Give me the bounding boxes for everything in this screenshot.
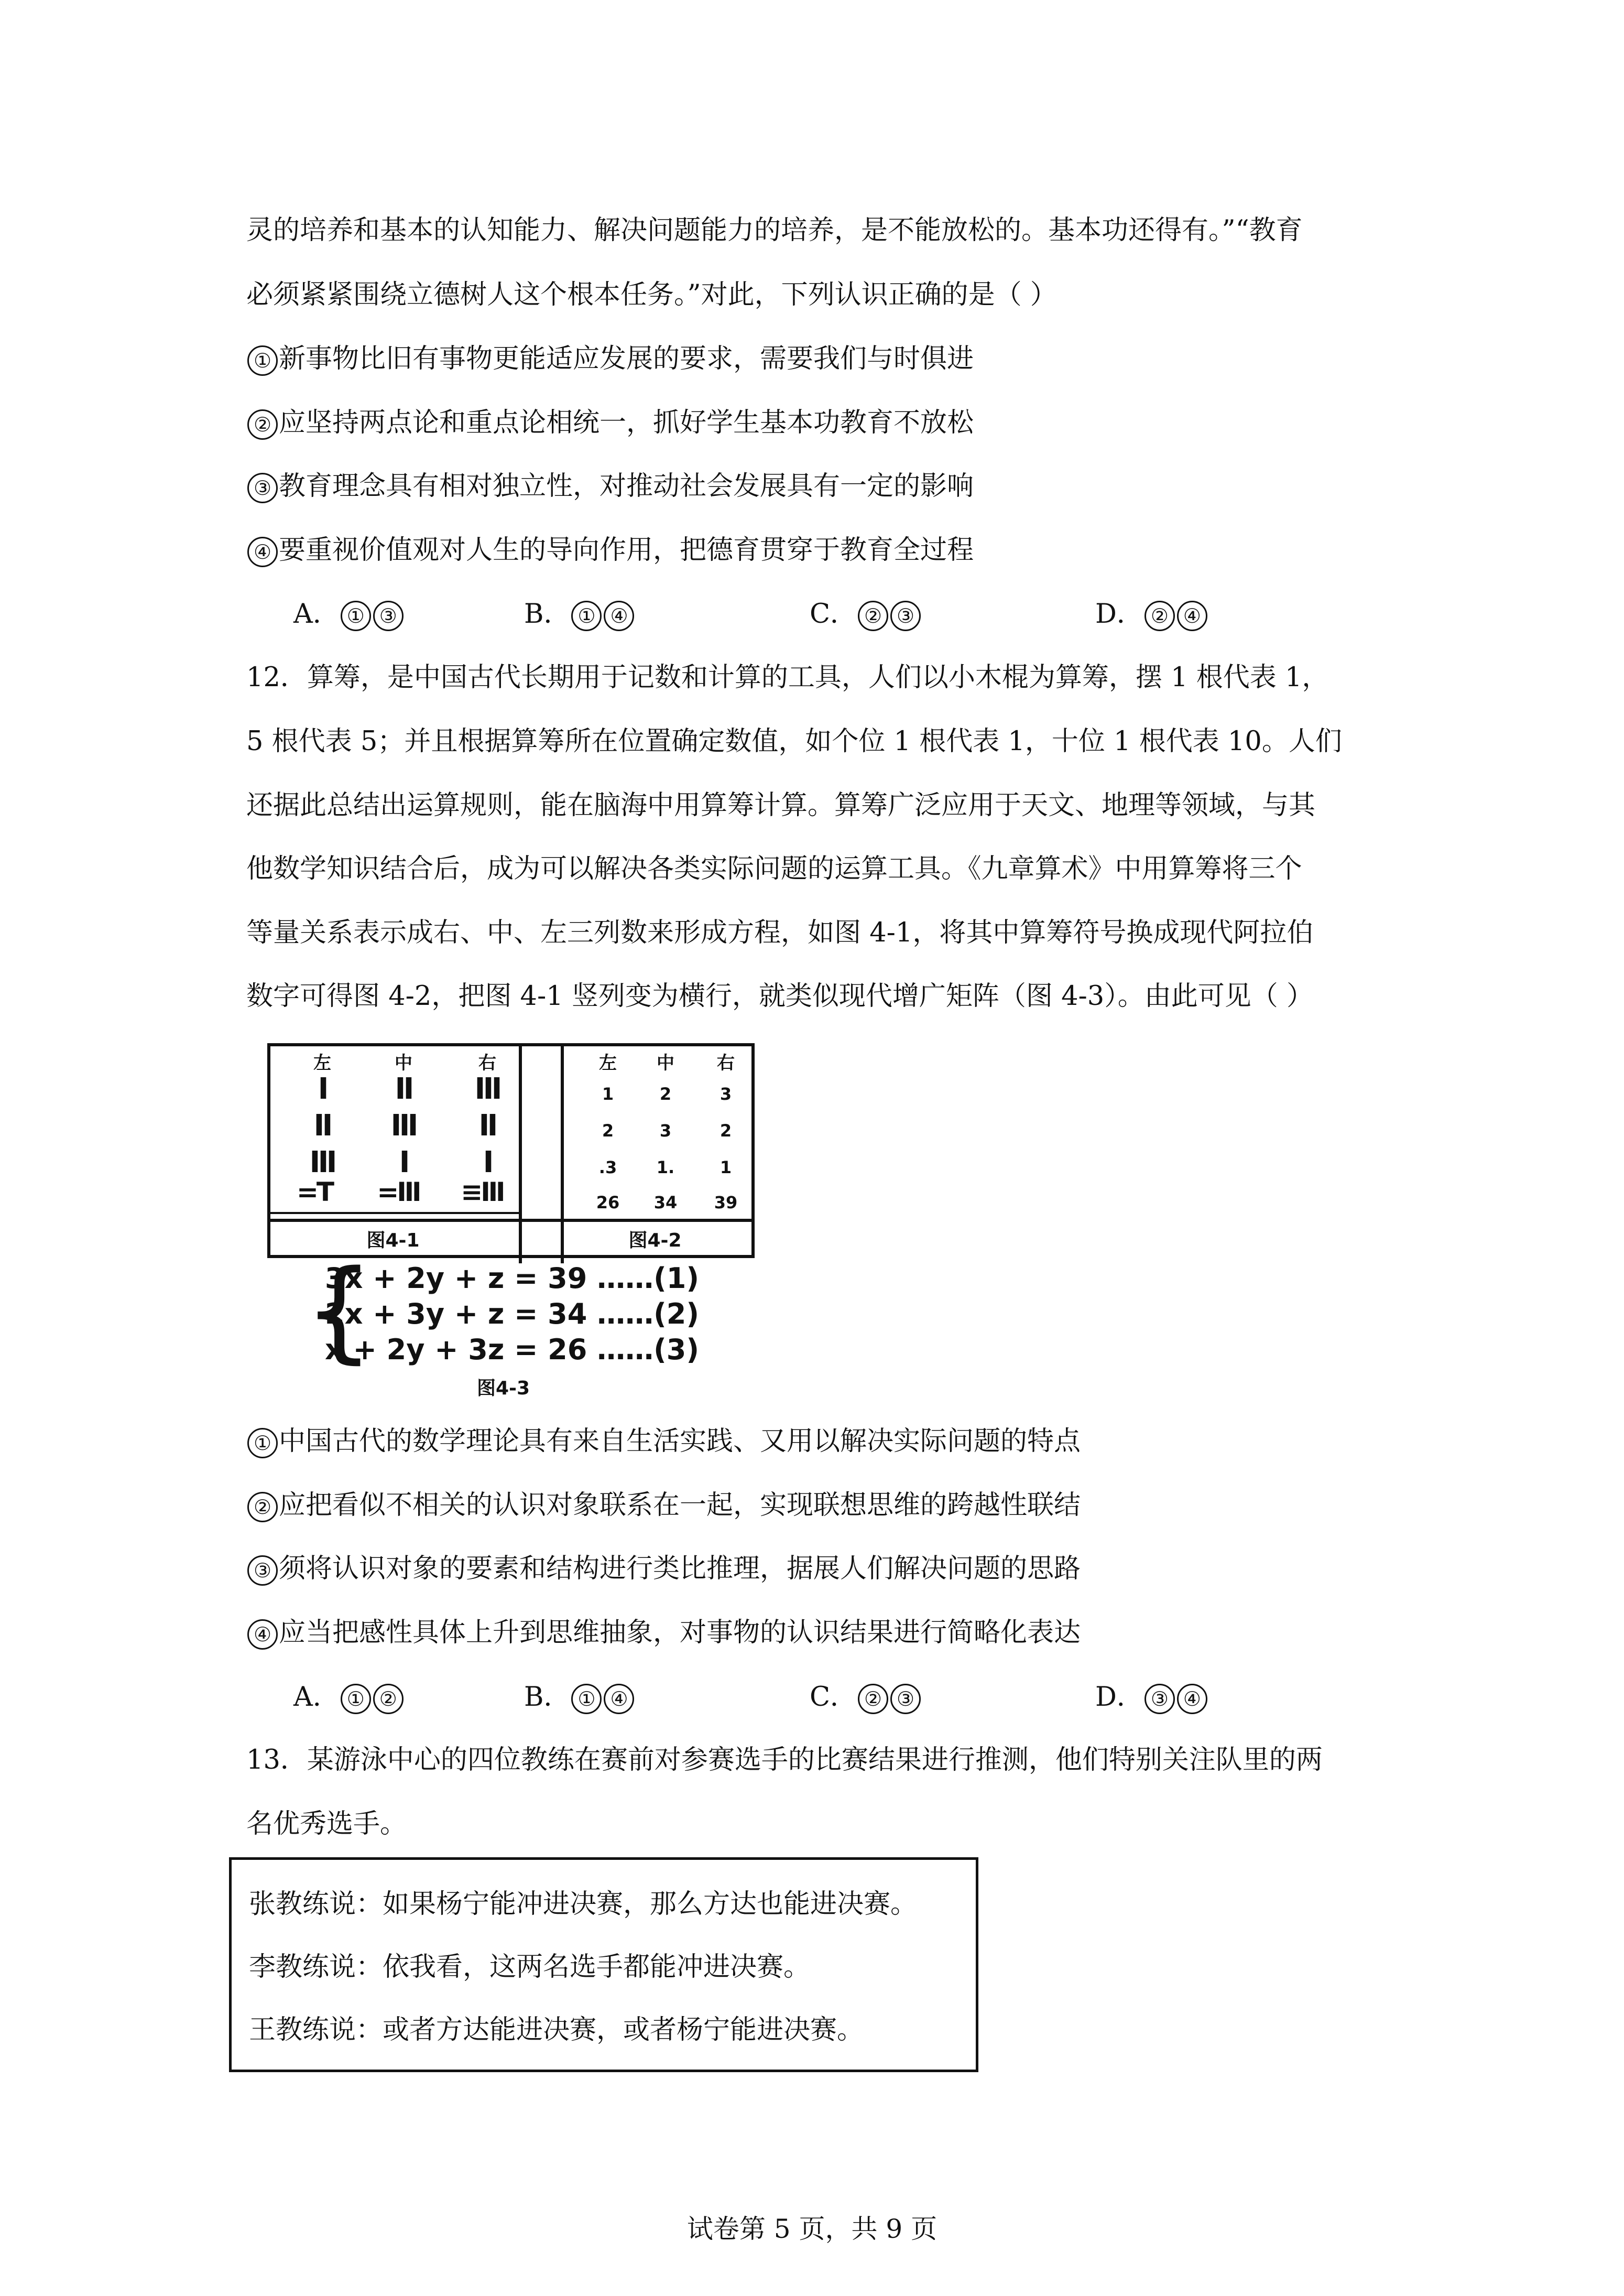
- statement-text: 须将认识对象的要素和结构进行类比推理，据展人们解决问题的思路: [279, 1553, 1081, 1584]
- option-a[interactable]: [293, 1679, 405, 1716]
- option-marker: ①: [571, 601, 602, 631]
- q11-statement-4: [246, 532, 974, 569]
- option-b[interactable]: [524, 596, 635, 633]
- option-marker: ③: [1145, 1684, 1175, 1714]
- option-marker: ③: [890, 601, 921, 631]
- option-marker: ③: [373, 601, 404, 631]
- statement-marker: ②: [247, 409, 278, 440]
- q12-statement-3: [246, 1551, 1081, 1587]
- option-letter: A．: [293, 599, 340, 630]
- q11-statement-2: [246, 405, 974, 441]
- q11-text-line-1: 灵的培养和基本的认知能力、解决问题能力的培养，是不能放松的。基本功还得有。”“教育: [246, 215, 1303, 246]
- option-marker: ④: [1177, 601, 1207, 631]
- coach-statement-li: 李教练说：依我看，这两名选手都能冲进决赛。: [249, 1952, 811, 1983]
- fig41-rod: =Ⅲ: [377, 1177, 420, 1207]
- fig41-rod: Ⅰ: [318, 1072, 327, 1106]
- fig41-rod: Ⅱ: [478, 1109, 496, 1143]
- figure-caption-4-3: 图4-3: [477, 1378, 530, 1399]
- fig42-number: 2: [720, 1121, 732, 1141]
- fig42-number: 39: [714, 1193, 738, 1212]
- coach-statement-wang: 王教练说：或者方达能进决赛，或者杨宁能进决赛。: [249, 2015, 864, 2045]
- option-letter: C．: [810, 599, 857, 630]
- equation-system: [304, 1246, 700, 1399]
- statement-text: 应把看似不相关的认识对象联系在一起，实现联想思维的跨越性联结: [279, 1490, 1081, 1521]
- option-marker: ②: [373, 1684, 404, 1714]
- page-footer: 试卷第 5 页，共 9 页: [686, 2214, 938, 2244]
- statement-text: 教育理念具有相对独立性，对推动社会发展具有一定的影响: [279, 471, 974, 502]
- option-c[interactable]: [810, 1679, 922, 1716]
- q11-statement-3: [246, 468, 974, 505]
- option-letter: D．: [1095, 599, 1143, 630]
- equation-1: 3x + 2y + z = 39 ……(1): [325, 1262, 700, 1295]
- statement-text: 要重视价值观对人生的导向作用，把德育贯穿于教育全过程: [279, 535, 974, 566]
- fig41-rod: Ⅲ: [390, 1109, 417, 1143]
- fig41-rod: Ⅰ: [483, 1145, 492, 1179]
- q12-text-line-4: 他数学知识结合后，成为可以解决各类实际问题的运算工具。《九章算术》中用算筹将三个: [246, 853, 1302, 884]
- fig42-number: 1.: [656, 1157, 675, 1177]
- fig42-header-left: 左: [599, 1053, 617, 1074]
- q12-statement-1: [246, 1423, 1081, 1460]
- option-marker: ④: [1177, 1684, 1207, 1714]
- option-letter: A．: [293, 1682, 340, 1713]
- coach-statement-zhang: 张教练说：如果杨宁能冲进决赛，那么方达也能进决赛。: [249, 1889, 918, 1920]
- statement-text: 新事物比旧有事物更能适应发展的要求，需要我们与时俱进: [279, 343, 974, 374]
- option-a[interactable]: [293, 596, 405, 633]
- counting-rod-figure: [267, 1043, 755, 1263]
- q12-text-line-6: 数字可得图 4-2，把图 4-1 竖列变为横行，就类似现代增广矩阵（图 4-3）。由此可见（ ）: [246, 981, 1313, 1012]
- fig42-number: 34: [653, 1193, 678, 1212]
- option-marker: ①: [341, 1684, 371, 1714]
- q12-text-line-1: 12．算筹，是中国古代长期用于记数和计算的工具，人们以小木棍为算筹，摆 1 根代表 1，: [246, 662, 1329, 693]
- fig42-number: 26: [596, 1193, 620, 1212]
- statement-marker: ③: [247, 473, 278, 503]
- option-marker: ④: [604, 1684, 634, 1714]
- option-marker: ①: [341, 601, 371, 631]
- coach-statements-box: [229, 1857, 978, 2072]
- q11-text-line-2: 必须紧紧围绕立德树人这个根本任务。”对此，下列认识正确的是（ ）: [246, 279, 1057, 310]
- fig41-rod: Ⅲ: [474, 1072, 500, 1106]
- equation-3: x + 2y + 3z = 26 ……(3): [325, 1333, 700, 1366]
- option-letter: D．: [1095, 1682, 1143, 1713]
- figure-caption-4-2: 图4-2: [628, 1230, 682, 1251]
- figure-divider: [561, 1043, 564, 1263]
- statement-text: 应坚持两点论和重点论相统一，抓好学生基本功教育不放松: [279, 407, 974, 438]
- fig42-number: 3: [720, 1084, 732, 1104]
- statement-marker: ①: [247, 1428, 278, 1458]
- q12-text-line-5: 等量关系表示成右、中、左三列数来形成方程，如图 4-1，将其中算筹符号换成现代阿拉伯: [246, 917, 1314, 948]
- option-marker: ②: [858, 601, 888, 631]
- q13-text-line-1: 13．某游泳中心的四位教练在赛前对参赛选手的比赛结果进行推测，他们特别关注队里的两: [246, 1745, 1323, 1775]
- option-marker: ④: [604, 601, 634, 631]
- q12-statement-4: [246, 1615, 1081, 1651]
- fig42-number: 3: [659, 1121, 672, 1141]
- option-marker: ②: [1145, 601, 1175, 631]
- q12-statement-2: [246, 1487, 1081, 1524]
- statement-text: 中国古代的数学理论具有来自生活实践、又用以解决实际问题的特点: [279, 1426, 1081, 1457]
- fig41-rod: ≡Ⅲ: [461, 1177, 504, 1207]
- option-c[interactable]: [810, 596, 922, 633]
- q13-text-line-2: 名优秀选手。: [246, 1808, 407, 1839]
- option-d[interactable]: [1095, 1679, 1208, 1716]
- option-d[interactable]: [1095, 596, 1208, 633]
- fig42-header-mid: 中: [657, 1053, 674, 1074]
- option-letter: B．: [524, 599, 571, 630]
- fig41-rod: Ⅱ: [395, 1072, 412, 1106]
- fig42-number: 1: [720, 1157, 732, 1177]
- fig41-rod: Ⅱ: [313, 1109, 331, 1143]
- figure-divider: [519, 1043, 522, 1263]
- option-marker: ①: [571, 1684, 602, 1714]
- statement-marker: ②: [247, 1492, 278, 1522]
- equation-2: 2x + 3y + z = 34 ……(2): [325, 1297, 700, 1330]
- option-marker: ②: [858, 1684, 888, 1714]
- fig41-rod: Ⅰ: [399, 1145, 408, 1179]
- option-letter: B．: [524, 1682, 571, 1713]
- statement-marker: ④: [247, 537, 278, 567]
- fig41-header-left: 左: [313, 1053, 331, 1074]
- option-b[interactable]: [524, 1679, 635, 1716]
- statement-text: 应当把感性具体上升到思维抽象，对事物的认识结果进行简略化表达: [279, 1617, 1081, 1648]
- q11-statement-1: [246, 341, 974, 377]
- fig42-number: 1: [602, 1084, 614, 1104]
- fig42-number: 2: [659, 1084, 672, 1104]
- fig42-number: 2: [602, 1121, 614, 1141]
- fig41-rod: =T: [296, 1177, 332, 1207]
- brace-symbol: {: [304, 1246, 374, 1374]
- statement-marker: ①: [247, 345, 278, 376]
- figure-caption-rule: [267, 1219, 755, 1222]
- figure-row-rule: [267, 1212, 519, 1214]
- statement-marker: ③: [247, 1555, 278, 1586]
- q12-text-line-3: 还据此总结出运算规则，能在脑海中用算筹计算。算筹广泛应用于天文、地理等领域，与其: [246, 790, 1316, 821]
- statement-marker: ④: [247, 1619, 278, 1650]
- fig41-header-mid: 中: [395, 1053, 412, 1074]
- option-letter: C．: [810, 1682, 857, 1713]
- figure-caption-4-1: 图4-1: [366, 1230, 420, 1251]
- option-marker: ③: [890, 1684, 921, 1714]
- q12-text-line-2: 5 根代表 5；并且根据算筹所在位置确定数值，如个位 1 根代表 1，十位 1 根代表 10。人们: [246, 726, 1342, 757]
- fig42-header-right: 右: [717, 1053, 735, 1074]
- fig41-header-right: 右: [478, 1053, 496, 1074]
- fig41-rod: Ⅲ: [309, 1145, 335, 1179]
- fig42-number: .3: [598, 1157, 617, 1177]
